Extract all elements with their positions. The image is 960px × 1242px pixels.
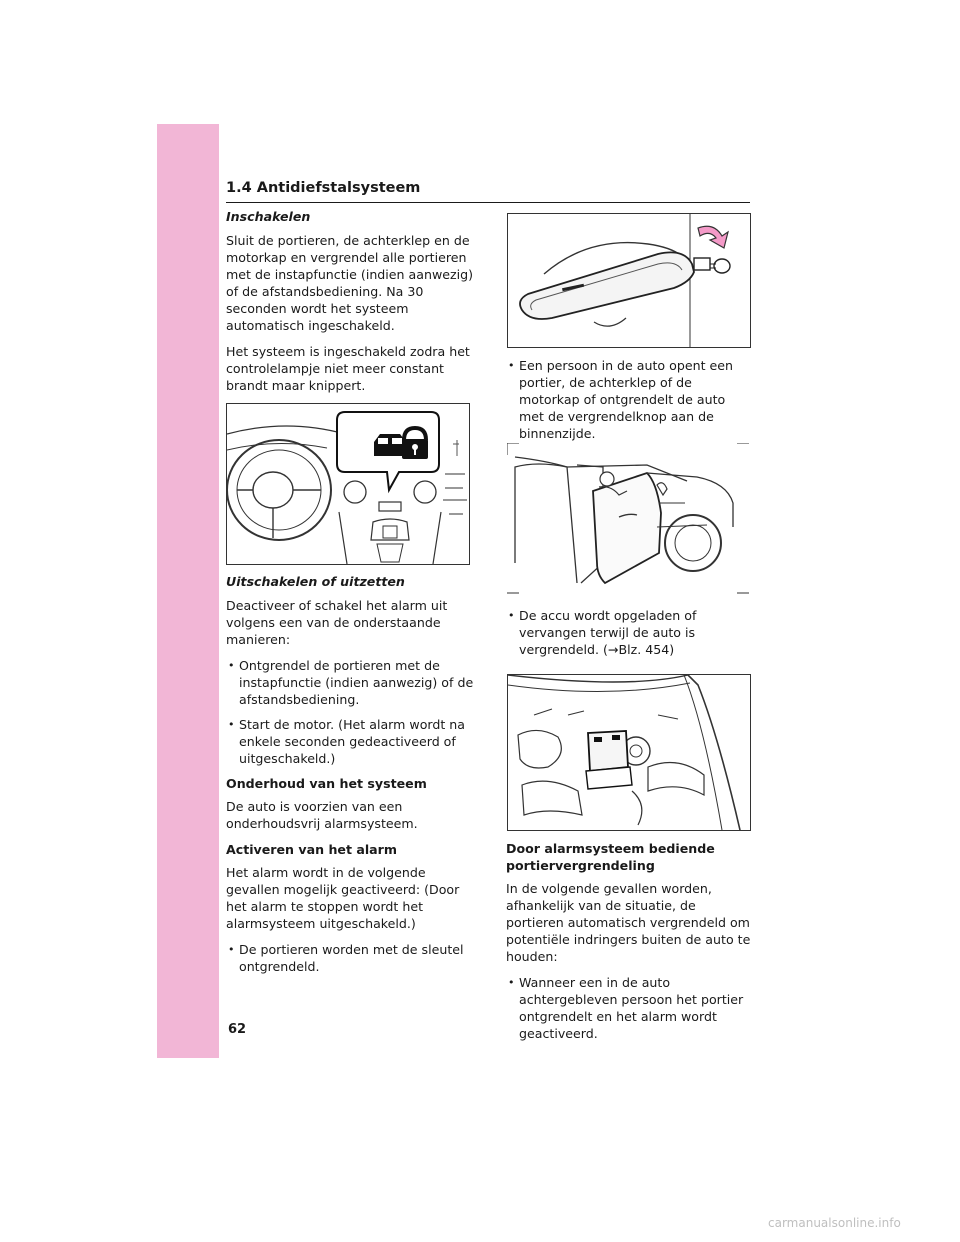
engine-battery-figure (507, 674, 751, 831)
right-column-lower (506, 840, 752, 1050)
open-door-figure (507, 443, 749, 595)
page-number: 62 (228, 1022, 247, 1037)
engine-battery-illustration (508, 675, 750, 830)
watermark: carmanualsonline.info (768, 1216, 901, 1230)
paragraph-deactiveer: Deactiveer of schakel het alarm uit volgens een van de onderstaande manieren: (226, 598, 448, 647)
door-handle-key-illustration (508, 214, 750, 347)
bullet-accu: • De accu wordt opgeladen of vervangen terwijl de auto is vergrendeld. (→Blz. 454) (506, 607, 752, 658)
bullet-sleutel: • De portieren worden met de sleutel ontgrendeld. (226, 941, 476, 975)
right-column-middle (506, 607, 752, 666)
heading-door-alarm: Door alarmsysteem bediende portiervergrendeling (506, 841, 715, 873)
left-column-lower (226, 573, 476, 983)
car-lock-indicator-icon (370, 426, 430, 460)
paragraph-controlelampje: Het systeem is ingeschakeld zodra het controlelampje niet meer constant brandt maar knippert. (226, 344, 470, 393)
bullet-ontgrendel: • Ontgrendel de portieren met de instapfunctie (indien aanwezig) of de afstandsbediening. (226, 657, 476, 708)
open-door-person-illustration (507, 443, 749, 595)
paragraph-inschakelen: Sluit de portieren, de achterklep en de motorkap en vergrendel alle portieren met de instapfunctie (indien aanwezig) of de afstandsbediening. Na 30 seconden wordt het systeem automatisch ingeschakeld. (226, 233, 474, 333)
left-column (226, 208, 476, 403)
heading-activeren: Activeren van het alarm (226, 842, 398, 857)
dashboard-indicator-figure (226, 403, 470, 565)
paragraph-activeren: Het alarm wordt in de volgende gevallen mogelijk geactiveerd: (Door het alarm te stoppen wordt het alarmsysteem uitgeschakeld.) (226, 865, 460, 931)
paragraph-onderhoud: De auto is voorzien van een onderhoudsvrij alarmsysteem. (226, 799, 418, 831)
paragraph-automatisch-vergrendeld: In de volgende gevallen worden, afhankelijk van de situatie, de portieren automatisch vergrendeld om potentiële indringers buiten de auto te houden: (506, 881, 751, 964)
section-header: 1.4 Antidiefstalsysteem (226, 180, 750, 203)
chapter-side-tab (157, 124, 219, 1058)
bullet-persoon-opent: • Een persoon in de auto opent een portier, de achterklep of de motorkap of ontgrendelt de auto met de vergrendelknop aan de binnenzijde. (506, 357, 752, 442)
bullet-achtergebleven: • Wanneer een in de auto achtergebleven persoon het portier ontgrendelt en het alarm wordt geactiveerd. (506, 974, 752, 1042)
door-handle-key-figure (507, 213, 751, 348)
right-column-upper (506, 357, 752, 450)
heading-onderhoud: Onderhoud van het systeem (226, 776, 427, 791)
bullet-start-motor: • Start de motor. (Het alarm wordt na enkele seconden gedeactiveerd of uitgeschakeld.) (226, 716, 476, 767)
heading-inschakelen: Inschakelen (226, 209, 311, 224)
heading-uitschakelen: Uitschakelen of uitzetten (226, 574, 405, 589)
